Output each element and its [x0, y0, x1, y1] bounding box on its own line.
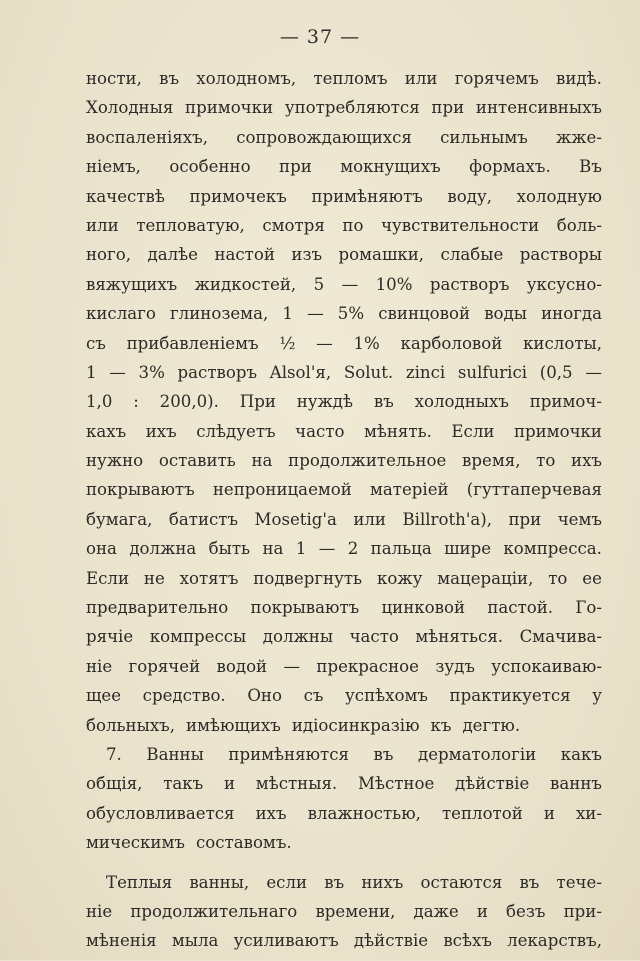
text-line: больныхъ, имѣющихъ идіосинкразію къ дегтю. — [86, 715, 521, 735]
paragraph — [86, 69, 602, 745]
paragraph — [86, 873, 602, 961]
page-text — [86, 69, 602, 961]
text-line: 1 — 3% растворъ Alsol'я, Solut. zinci sulfurici (0,5 — — [86, 362, 602, 382]
text-line: обусловливается ихъ влажностью, теплотой и хи- — [86, 803, 602, 823]
text-line: мическимъ составомъ. — [86, 833, 292, 853]
text-line: Теплыя ванны, если въ нихъ остаются въ тече- — [106, 872, 602, 892]
text-line: мѣненія мыла усиливаютъ дѣйствіе всѣхъ лекарствъ, — [86, 931, 602, 951]
text-line: кахъ ихъ слѣдуетъ часто мѣнять. Если примочки — [86, 421, 602, 441]
text-line: ного, далѣе настой изъ ромашки, слабые растворы — [86, 245, 602, 265]
text-line: или тепловатую, смотря по чувствительности боль- — [86, 215, 602, 235]
text-line: 7. Ванны примѣняются въ дерматологіи какъ — [106, 744, 602, 764]
text-line: Холодныя примочки употребляются при интенсивныхъ — [86, 98, 602, 118]
text-line: щее средство. Оно съ успѣхомъ практикуется у — [86, 686, 602, 706]
text-line: она должна быть на 1 — 2 пальца шире компресса. — [86, 539, 602, 559]
text-line: вяжущихъ жидкостей, 5 — 10% растворъ уксусно- — [86, 274, 602, 294]
text-line: рячіе компрессы должны часто мѣняться. Смачива- — [86, 627, 602, 647]
text-line: съ прибавленіемъ ½ — 1% карболовой кислоты, — [86, 333, 602, 353]
text-line: нужно оставить на продолжительное время, то ихъ — [86, 451, 602, 471]
text-line: покрываютъ непроницаемой матеріей (гуттаперчевая — [86, 480, 602, 500]
text-line: кислаго глинозема, 1 — 5% свинцовой воды иногда — [86, 304, 602, 324]
text-line: бумага, батистъ Mosetig'a или Billroth'a), при чемъ — [86, 509, 602, 529]
text-line: ніе продолжительнаго времени, даже и безъ при- — [86, 901, 602, 921]
text-line: качествѣ примочекъ примѣняютъ воду, холодную — [86, 186, 602, 206]
paragraph — [86, 745, 602, 863]
text-line: ности, въ холодномъ, тепломъ или горячемъ видѣ. — [86, 69, 602, 88]
paragraph-gap — [86, 863, 602, 873]
page-number: — 37 — — [279, 26, 361, 48]
text-line: ніе горячей водой — прекрасное зудъ успокаиваю- — [86, 656, 602, 676]
text-line: Если не хотятъ подвергнуть кожу мацераціи, то ее — [86, 568, 602, 588]
text-line: 1,0 : 200,0). При нуждѣ въ холодныхъ примоч- — [86, 392, 602, 412]
text-line: предварительно покрываютъ цинковой пастой. Го- — [86, 598, 602, 618]
text-line: воспаленіяхъ, сопровождающихся сильнымъ жже- — [86, 127, 602, 147]
text-line: ніемъ, особенно при мокнущихъ формахъ. Въ — [86, 157, 602, 177]
text-line: общія, такъ и мѣстныя. Мѣстное дѣйствіе ваннъ — [86, 774, 602, 794]
